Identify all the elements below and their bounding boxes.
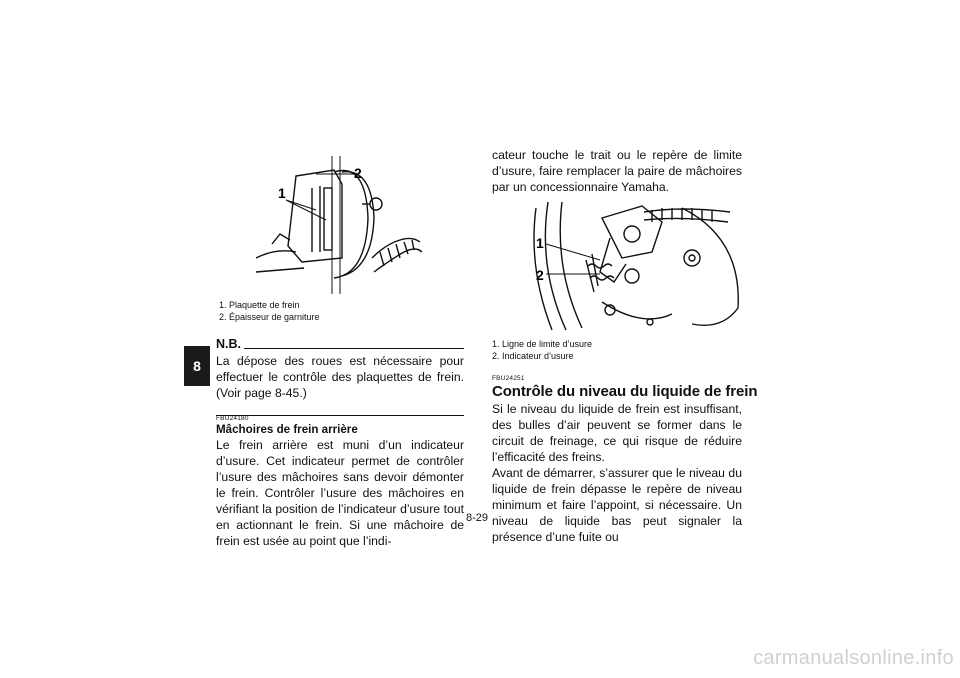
watermark: carmanualsonline.info [753,647,954,669]
note-label: N.B. [216,337,241,351]
note-box [216,337,464,416]
figure1-caption [219,299,320,323]
section-code: FBU24180 [216,415,249,422]
brake-pad-figure [216,148,464,294]
note-header [216,337,464,351]
section-code: FBU24251 [492,375,525,382]
section-brake-fluid [492,375,758,545]
note-divider [244,348,464,349]
figure2-caption [492,338,592,362]
section-heading: Contrôle du niveau du liquide de frein [492,383,758,400]
caption-item: 1. Ligne de limite d’usure [492,339,593,349]
section-heading: Mâchoires de frein arrière [216,423,358,436]
callout-1: 1 [536,235,544,251]
caption-item: 2. Épaisseur de garniture [219,312,320,322]
section-rear-brake [216,415,464,549]
caption-item: 2. Indicateur d’usure [492,351,574,361]
caption-item: 1. Plaquette de frein [219,300,300,310]
continuation-text: cateur touche le trait ou le repère de limite d’usure, faire remplacer la paire de mâchoires par un concessionnaire Yamaha. [492,148,742,194]
section-body: Le frein arrière est muni d’un indicateur d’usure. Cet indicateur permet de contrôler l’usure des mâchoires sans devoir démonter le frein. Contrôler l’usure des mâchoires en vérifiant la position de l’indicateur d’usure tout en actionnant le frein. Si une mâchoire de frein est usée au point que l’indi- [216,438,464,548]
callout-2: 2 [354,165,362,181]
chapter-tab: 8 [184,346,210,386]
callout-1: 1 [278,185,286,201]
page-number: 8-29 [466,512,489,524]
wear-indicator-illustration [492,198,742,332]
wear-indicator-figure [492,198,742,332]
note-text: La dépose des roues est nécessaire pour effectuer le contrôle des plaquettes de frein. (Voir page 8-45.) [216,354,464,400]
callout-2: 2 [536,267,544,283]
brake-pad-illustration [216,148,464,294]
section-body: Si le niveau du liquide de frein est insuffisant, des bulles d’air peuvent se former dans le circuit de freinage, ce qui risque de réduire l’efficacité des freins. Avant de démarrer, s’assurer que le niveau du liquide de frein dépasse le repère de niveau minimum et faire l’appoint, si nécessaire. Un niveau de liquide bas peut signaler la présence d’une fuite ou [492,402,742,544]
